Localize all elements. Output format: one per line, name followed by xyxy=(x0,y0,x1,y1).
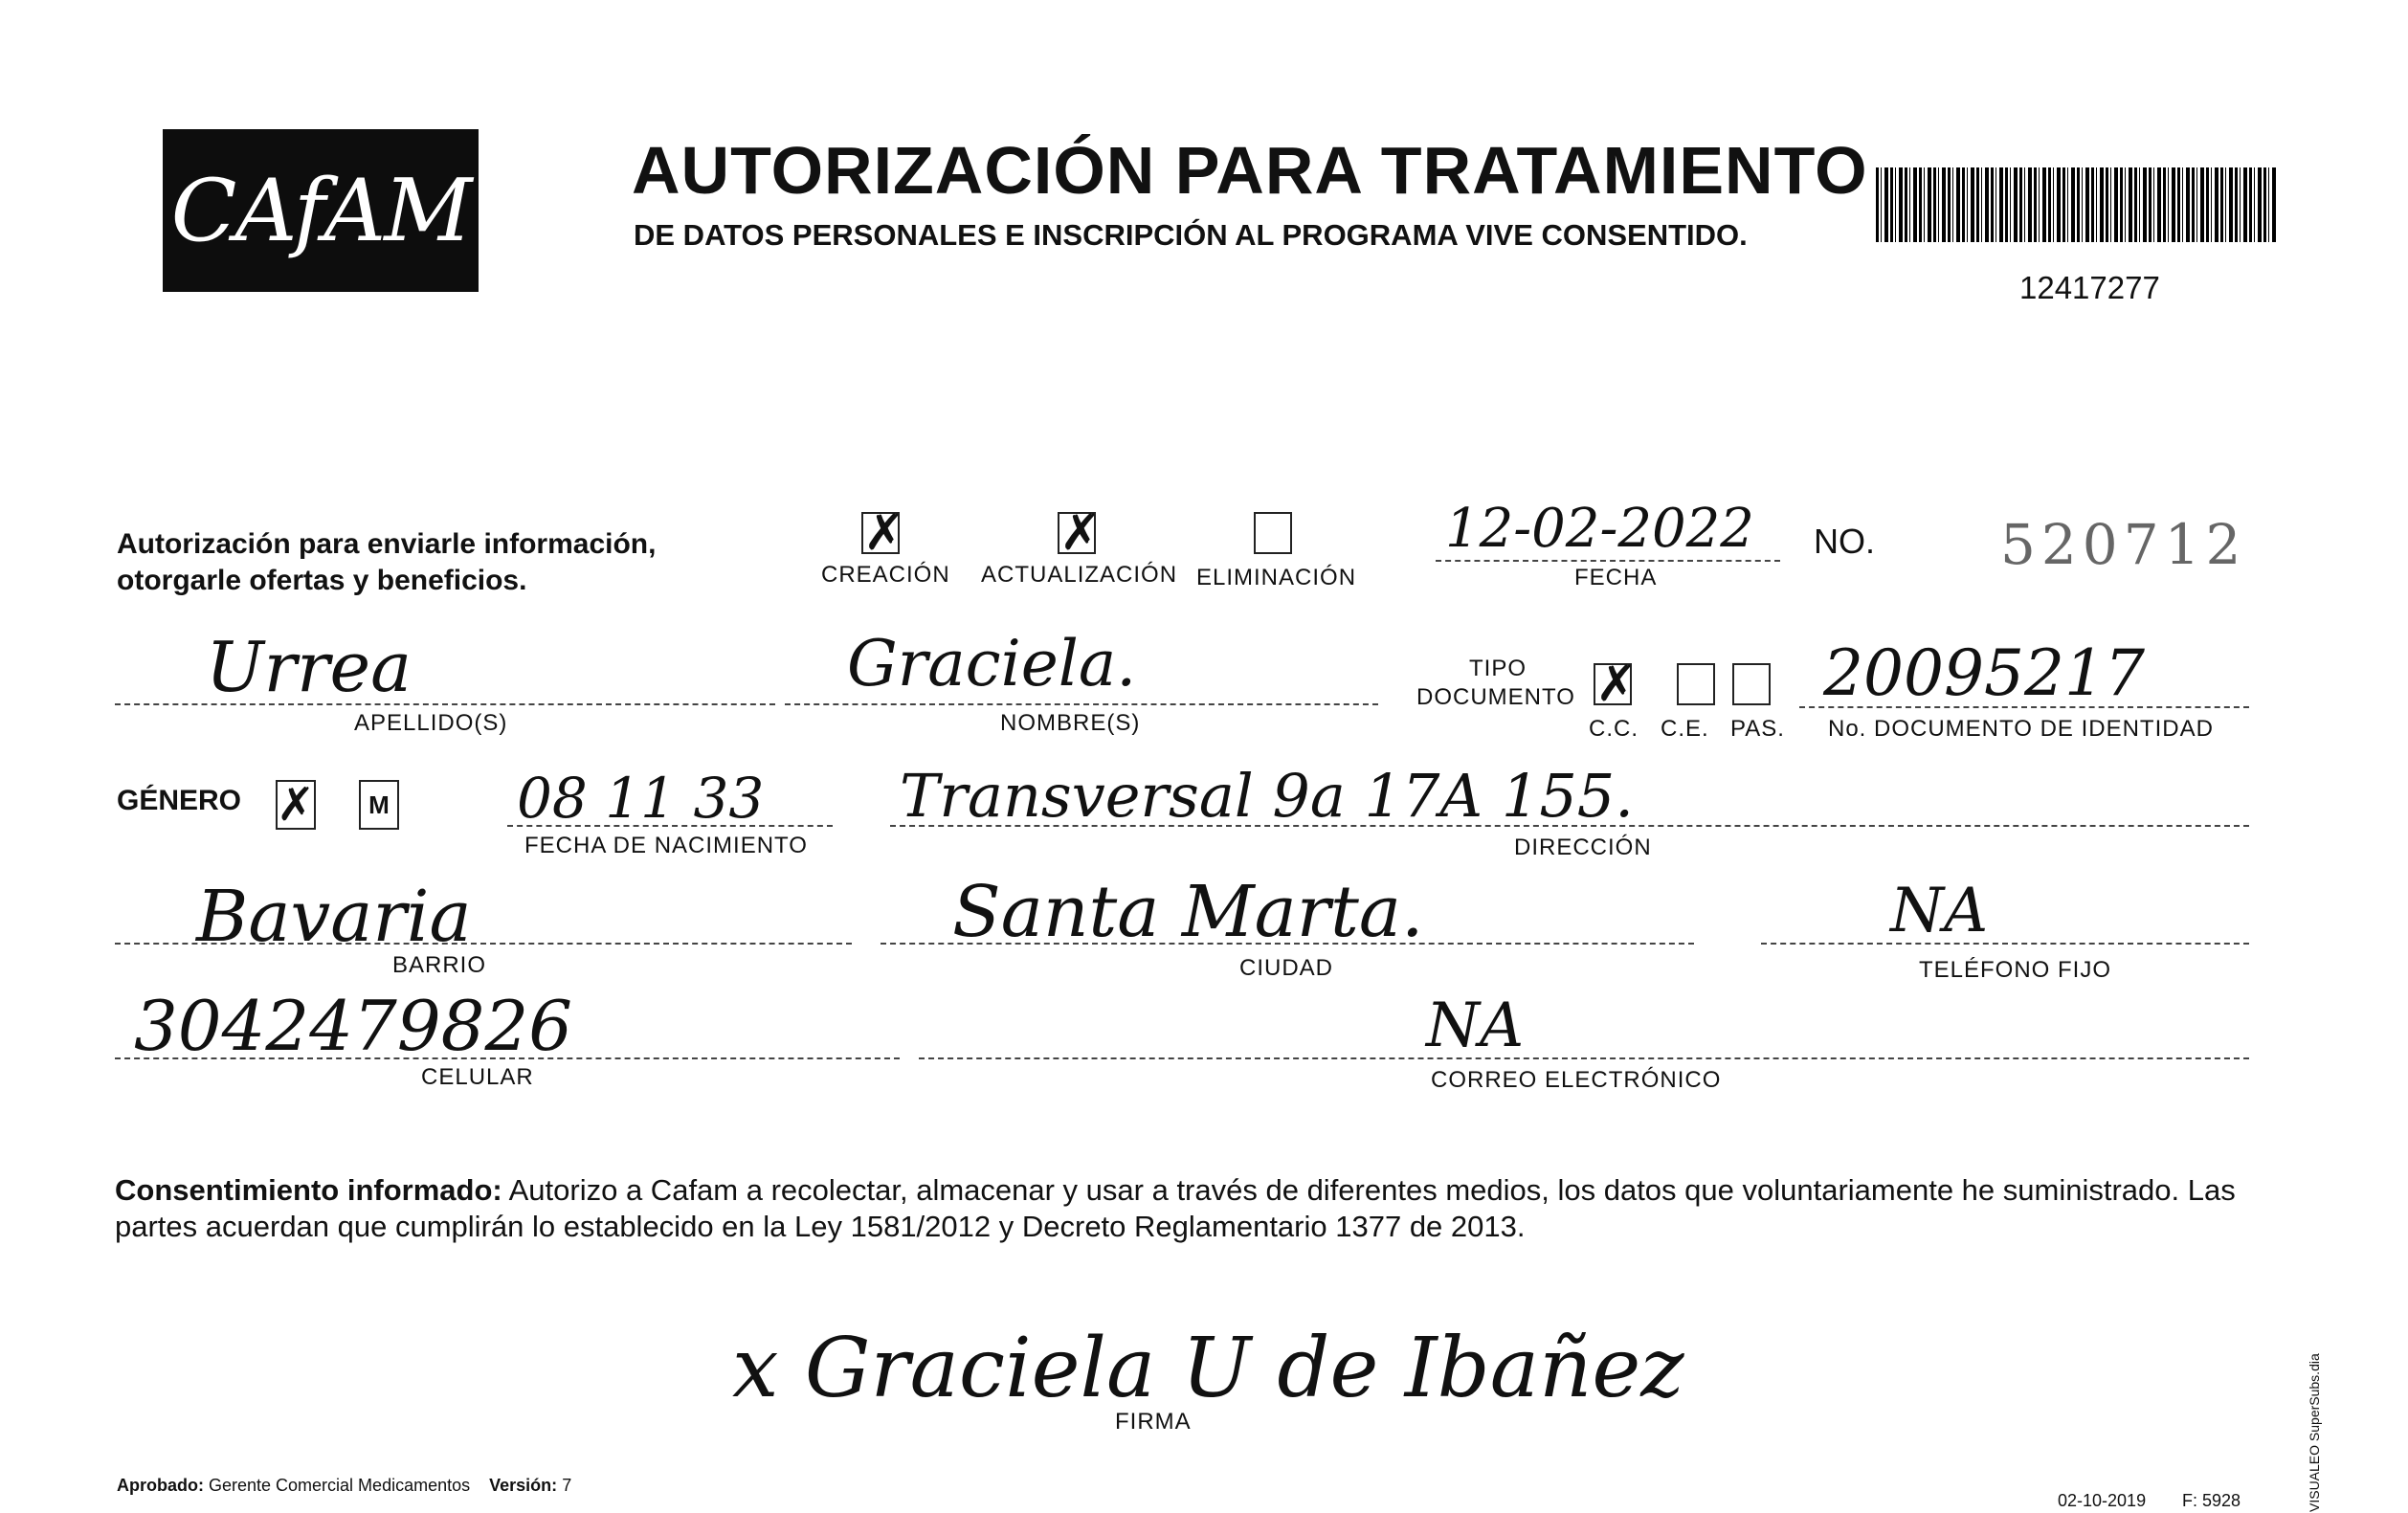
authorization-text-line1: Autorización para enviarle información, xyxy=(117,528,657,560)
nombre-value[interactable]: Graciela. xyxy=(847,627,1137,701)
apellido-line xyxy=(115,703,775,705)
barrio-value[interactable]: Bavaria xyxy=(196,876,472,958)
cafam-logo: CAfAM xyxy=(163,129,479,292)
genero-label: GÉNERO xyxy=(117,785,242,816)
ce-label: C.E. xyxy=(1661,716,1709,742)
authorization-text-line2: otorgarle ofertas y beneficios. xyxy=(117,565,527,596)
footer-code: F: 5928 xyxy=(2182,1491,2241,1510)
cc-label: C.C. xyxy=(1589,716,1639,742)
ciudad-value[interactable]: Santa Marta. xyxy=(952,871,1424,953)
version-label: Versión: xyxy=(489,1476,558,1495)
ciudad-label: CIUDAD xyxy=(1239,955,1334,981)
ce-checkbox[interactable] xyxy=(1677,663,1715,705)
tipo-documento-label-2: DOCUMENTO xyxy=(1416,684,1575,710)
aprobado-label: Aprobado: xyxy=(117,1476,204,1495)
nombre-line xyxy=(785,703,1378,705)
check-mark-icon: ✗ xyxy=(1059,504,1102,562)
genero-m-label: M xyxy=(368,790,390,819)
fecha-nacimiento-value[interactable]: 08 11 33 xyxy=(517,766,765,831)
tipo-documento-label-1: TIPO xyxy=(1469,656,1527,681)
version-value: 7 xyxy=(562,1476,572,1495)
barcode xyxy=(1876,167,2278,242)
direccion-label: DIRECCIÓN xyxy=(1514,834,1652,860)
fecha-label: FECHA xyxy=(1574,565,1658,590)
side-vertical-text: VISUALEO SuperSubs.dia xyxy=(2307,1353,2322,1512)
barcode-number: 12417277 xyxy=(2019,270,2160,305)
pas-checkbox[interactable] xyxy=(1732,663,1771,705)
signature[interactable]: x Graciela U de Ibañez xyxy=(732,1321,1684,1416)
fecha-line xyxy=(1436,560,1780,562)
fecha-nacimiento-label: FECHA DE NACIMIENTO xyxy=(524,833,808,858)
nombre-label: NOMBRE(S) xyxy=(1000,710,1141,736)
logo-watermark xyxy=(124,325,167,392)
direccion-value[interactable]: Transversal 9a 17A 155. xyxy=(900,761,1634,831)
direccion-line xyxy=(890,825,2249,827)
correo-line xyxy=(919,1057,2249,1059)
telefono-value[interactable]: NA xyxy=(1890,876,1989,946)
genero-m-checkbox[interactable] xyxy=(359,780,399,830)
documento-line xyxy=(1799,706,2249,708)
creacion-label: CREACIÓN xyxy=(821,562,950,588)
eliminacion-label: ELIMINACIÓN xyxy=(1196,565,1357,590)
fecha-value[interactable]: 12-02-2022 xyxy=(1445,498,1754,560)
consent-body: Autorizo a Cafam a recolectar, almacenar y usar a través de diferentes medios, los datos que voluntariamente he suministrado. Las partes acuerdan que cumplirán lo establecido en la Ley 1581/2012 y Decreto Reglamentario 1377 de 2013. xyxy=(115,1173,2236,1243)
genero-f-checkbox[interactable] xyxy=(276,780,316,830)
footer-date: 02-10-2019 xyxy=(2058,1491,2147,1510)
check-mark-icon: ✗ xyxy=(863,504,905,562)
documento-value[interactable]: 20095217 xyxy=(1823,636,2145,710)
serial-number: 520712 xyxy=(2000,512,2247,577)
celular-value[interactable]: 3042479826 xyxy=(134,986,573,1066)
apellido-label: APELLIDO(S) xyxy=(354,710,508,736)
correo-value[interactable]: NA xyxy=(1426,990,1525,1061)
pas-label: PAS. xyxy=(1730,716,1785,742)
ciudad-line xyxy=(881,943,1694,945)
check-mark-icon: ✗ xyxy=(276,778,316,832)
aprobado-value: Gerente Comercial Medicamentos xyxy=(209,1476,471,1495)
signature-label: FIRMA xyxy=(1115,1409,1192,1435)
actualizacion-checkbox[interactable] xyxy=(1058,504,1102,562)
telefono-line xyxy=(1761,943,2249,945)
celular-label: CELULAR xyxy=(421,1064,534,1090)
authorization-text xyxy=(117,526,656,599)
documento-label: No. DOCUMENTO DE IDENTIDAD xyxy=(1828,716,2214,742)
creacion-checkbox[interactable] xyxy=(861,504,905,562)
consent-heading: Consentimiento informado: xyxy=(115,1173,502,1207)
actualizacion-label: ACTUALIZACIÓN xyxy=(981,562,1178,588)
fecha-nacimiento-line xyxy=(507,825,833,827)
no-label: NO. xyxy=(1814,522,1876,561)
barrio-line xyxy=(115,943,852,945)
correo-label: CORREO ELECTRÓNICO xyxy=(1431,1067,1722,1093)
form-subtitle: DE DATOS PERSONALES E INSCRIPCIÓN AL PROGRAMA VIVE CONSENTIDO. xyxy=(634,218,1748,252)
consent-paragraph xyxy=(115,1172,2259,1245)
eliminacion-checkbox[interactable] xyxy=(1254,512,1292,554)
cc-checkbox[interactable] xyxy=(1594,656,1638,713)
footer-approval xyxy=(117,1476,571,1496)
telefono-label: TELÉFONO FIJO xyxy=(1919,957,2112,983)
check-mark-icon: ✗ xyxy=(1595,656,1638,713)
form-title: AUTORIZACIÓN PARA TRATAMIENTO xyxy=(632,133,1868,208)
celular-line xyxy=(115,1057,900,1059)
apellido-value[interactable]: Urrea xyxy=(206,627,412,707)
barrio-label: BARRIO xyxy=(392,952,487,978)
